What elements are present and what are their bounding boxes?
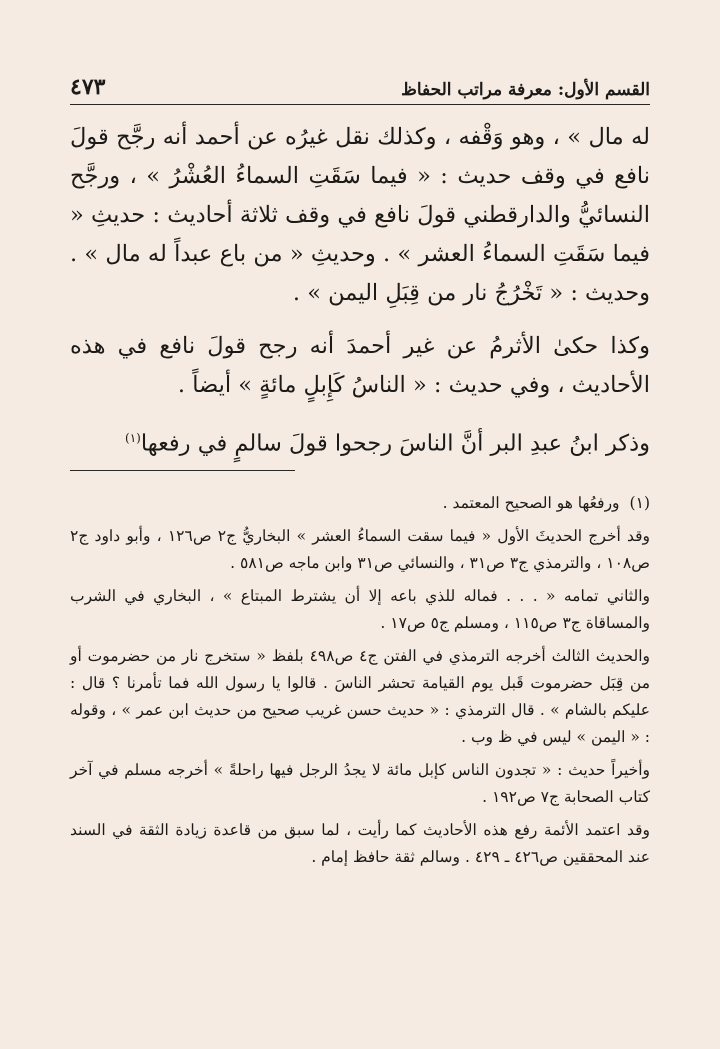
main-paragraph-3-text: وذكر ابنُ عبدِ البر أنَّ الناسَ رجحوا قولَ سالمٍ في رفعها — [140, 430, 650, 457]
footnote-paragraph-3: والثاني تمامه « . . . فماله للذي باعه إلا أن يشترط المبتاع » ، البخاري في الشرب والمساقاة ج٣ ص١١٥ ، ومسلم ج٥ ص١٧ . — [70, 587, 650, 632]
footnote-paragraph-6: وقد اعتمد الأئمة رفع هذه الأحاديث كما رأيت ، لما سبق من قاعدة زيادة الثقة في السند عند المحققين ص٤٢٦ ـ ٤٢٩ . وسالم ثقة حافظ إمام . — [70, 821, 650, 866]
footnote-paragraph-5: وأخيراً حديث : « تجدون الناس كإبل مائة لا يجدُ الرجل فيها راحلةً » أخرجه مسلم في آخر كتاب الصحابة ج٧ ص١٩٢ . — [70, 761, 650, 806]
footnotes — [70, 490, 650, 877]
footnote-1-text: ورفعُها هو الصحيح المعتمد . — [442, 494, 620, 512]
running-title: القسم الأول: معرفة مراتب الحفاظ — [401, 80, 650, 100]
footnote-paragraph-4: والحديث الثالث أخرجه الترمذي في الفتن ج٤ ص٤٩٨ بلفظ « ستخرج نار من حضرموت أو من قِبَل حضرموت قَبل يوم القيامة تحشر الناسَ . قالوا يا رسول الله فما تأمرنا ؟ قال : عليكم بالشام » . قال الترمذي : « حديث حسن غريب صحيح من حديث ابن عمر » ، وقوله : « اليمن » ليس في ظ وب . — [70, 647, 650, 746]
footnote-1 — [70, 490, 650, 517]
page-header — [70, 60, 650, 105]
footnote-paragraph-2: وقد أخرج الحديثَ الأول « فيما سقت السماءُ العشر » البخاريُّ ج٢ ص١٢٦ ، وأبو داود ج٢ ص١٠٨ ، والترمذي ج٣ ص٣١ ، والنسائي ص٣١ وابن ماجه ص٥٨١ . — [70, 527, 650, 572]
main-paragraph-3 — [70, 419, 650, 464]
page-number: ٤٧٣ — [70, 74, 106, 100]
footnote-separator — [70, 470, 295, 471]
main-paragraph-1: له مال » ، وهو وَقْفه ، وكذلك نقل غيرُه عن أحمد أنه رجَّح قولَ نافع في وقف حديث : « فيما سَقَتِ السماءُ العُشْرُ » ، ورجَّح النسائيُّ والدارقطني قولَ نافع في وقف ثلاثة أحاديث : حديثِ « فيما سَقَتِ السماءُ العشر » . وحديثِ « من باع عبداً له مال » . وحديث : « تَخْرُجُ نار من قِبَلِ اليمن » . — [70, 124, 650, 306]
main-paragraph-2: وكذا حكىٰ الأثرمُ عن غير أحمدَ أنه رجح قولَ نافع في هذه الأحاديث ، وفي حديث : « الناسُ كَإِبلٍ مائةٍ » أيضاً . — [70, 333, 650, 398]
footnote-marker: (١) — [629, 494, 650, 512]
footnote-reference: (١) — [125, 431, 141, 445]
main-text — [70, 118, 650, 474]
